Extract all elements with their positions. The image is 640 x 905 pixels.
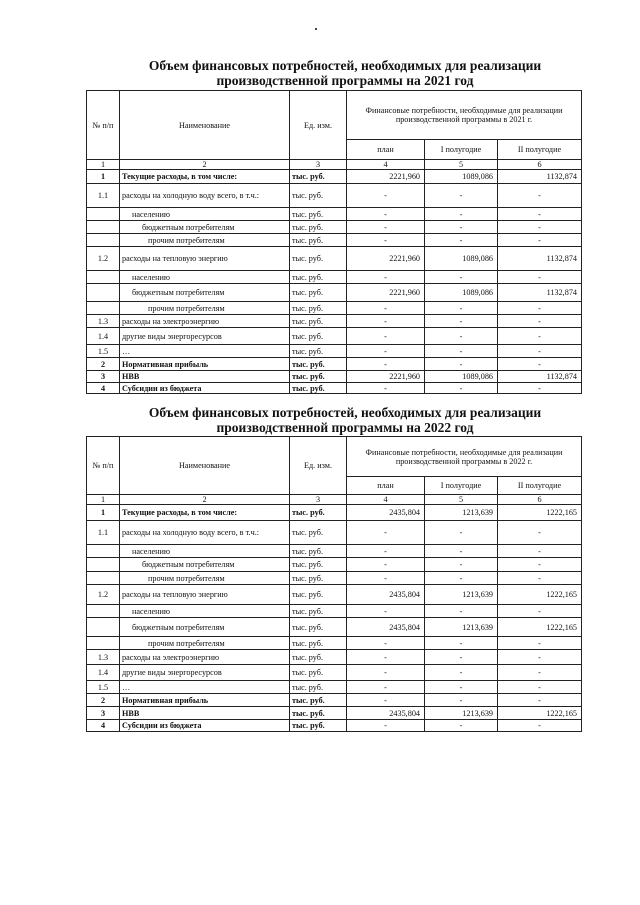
row-plan: - <box>347 221 425 234</box>
row-name: … <box>120 681 290 694</box>
row-h1: - <box>425 650 498 665</box>
row-name: расходы на холодную воду всего, в т.ч.: <box>120 521 290 545</box>
row-h1: - <box>425 358 498 371</box>
row-h1: - <box>425 345 498 358</box>
row-name: Субсидии из бюджета <box>120 720 290 732</box>
row-number <box>87 302 120 315</box>
row-h1: - <box>425 184 498 208</box>
column-index-cell: 3 <box>290 495 347 505</box>
row-plan: 2435,804 <box>347 707 425 720</box>
row-h2: - <box>498 558 582 572</box>
row-unit: тыс. руб. <box>290 637 347 650</box>
table-row <box>87 605 582 618</box>
row-h1: - <box>425 383 498 394</box>
row-plan: - <box>347 558 425 572</box>
row-name: населению <box>120 605 290 618</box>
table-row <box>87 383 582 394</box>
row-number <box>87 637 120 650</box>
row-plan: - <box>347 637 425 650</box>
row-unit: тыс. руб. <box>290 208 347 221</box>
table-row <box>87 234 582 247</box>
row-name: Текущие расходы, в том числе: <box>120 505 290 521</box>
row-unit: тыс. руб. <box>290 170 347 184</box>
row-number: 4 <box>87 720 120 732</box>
row-h2: 1222,165 <box>498 585 582 605</box>
row-h2: - <box>498 545 582 558</box>
table-row <box>87 271 582 284</box>
row-plan: - <box>347 383 425 394</box>
row-h2: 1132,874 <box>498 247 582 271</box>
row-number: 4 <box>87 383 120 394</box>
table-row <box>87 345 582 358</box>
row-plan: 2435,804 <box>347 618 425 637</box>
row-name: другие виды энергоресурсов <box>120 328 290 345</box>
row-h2: - <box>498 521 582 545</box>
header-row <box>87 437 582 477</box>
header-h1: I полугодие <box>425 477 498 495</box>
row-unit: тыс. руб. <box>290 605 347 618</box>
column-index-cell: 2 <box>120 160 290 170</box>
row-number <box>87 221 120 234</box>
row-number: 1.3 <box>87 315 120 328</box>
table-row <box>87 521 582 545</box>
row-number <box>87 558 120 572</box>
table-row <box>87 184 582 208</box>
table-row <box>87 505 582 521</box>
row-name: расходы на тепловую энергию <box>120 247 290 271</box>
column-index-row <box>87 495 582 505</box>
row-unit: тыс. руб. <box>290 545 347 558</box>
header-h2: II полугодие <box>498 477 582 495</box>
row-number: 3 <box>87 707 120 720</box>
row-h1: 1213,639 <box>425 505 498 521</box>
row-h2: - <box>498 665 582 681</box>
row-h1: 1213,639 <box>425 585 498 605</box>
section-title-2021 <box>95 58 595 88</box>
column-index-cell: 4 <box>347 495 425 505</box>
row-unit: тыс. руб. <box>290 302 347 315</box>
row-h1: 1089,086 <box>425 170 498 184</box>
column-index-row <box>87 160 582 170</box>
table-row <box>87 545 582 558</box>
row-name: бюджетным потребителям <box>120 618 290 637</box>
row-name: бюджетным потребителям <box>120 284 290 302</box>
row-number: 1.2 <box>87 585 120 605</box>
row-unit: тыс. руб. <box>290 558 347 572</box>
row-number <box>87 572 120 585</box>
row-plan: - <box>347 184 425 208</box>
row-name: бюджетным потребителям <box>120 558 290 572</box>
row-name: прочим потребителям <box>120 637 290 650</box>
row-plan: 2435,804 <box>347 585 425 605</box>
row-plan: - <box>347 271 425 284</box>
row-number: 1.4 <box>87 328 120 345</box>
row-plan: - <box>347 650 425 665</box>
row-plan: - <box>347 234 425 247</box>
row-number <box>87 545 120 558</box>
row-h2: - <box>498 605 582 618</box>
row-plan: - <box>347 328 425 345</box>
row-name: НВВ <box>120 371 290 383</box>
header-unit: Ед. изм. <box>290 91 347 160</box>
header-row <box>87 91 582 140</box>
title-line-2: производственной программы на 2021 год <box>216 73 474 88</box>
row-h1: - <box>425 315 498 328</box>
row-plan: - <box>347 545 425 558</box>
row-number: 1 <box>87 505 120 521</box>
row-unit: тыс. руб. <box>290 371 347 383</box>
table-row <box>87 558 582 572</box>
finance-table-2022 <box>86 436 582 732</box>
row-number: 2 <box>87 694 120 707</box>
finance-table-2021 <box>86 90 582 394</box>
row-h1: 1089,086 <box>425 247 498 271</box>
title-line-1: Объем финансовых потребностей, необходимых для реализации <box>148 405 542 420</box>
row-name: расходы на тепловую энергию <box>120 585 290 605</box>
table-row <box>87 681 582 694</box>
row-number: 2 <box>87 358 120 371</box>
header-group: Финансовые потребности, необходимые для реализации производственной программы в 2022 г. <box>347 437 582 477</box>
row-unit: тыс. руб. <box>290 271 347 284</box>
row-h2: - <box>498 271 582 284</box>
row-number <box>87 605 120 618</box>
row-unit: тыс. руб. <box>290 234 347 247</box>
row-name: бюджетным потребителям <box>120 221 290 234</box>
table-row <box>87 637 582 650</box>
row-name: прочим потребителям <box>120 234 290 247</box>
row-number <box>87 208 120 221</box>
row-h1: 1089,086 <box>425 284 498 302</box>
row-name: НВВ <box>120 707 290 720</box>
row-unit: тыс. руб. <box>290 315 347 328</box>
row-h1: 1213,639 <box>425 707 498 720</box>
row-unit: тыс. руб. <box>290 521 347 545</box>
row-h1: - <box>425 572 498 585</box>
row-h2: - <box>498 572 582 585</box>
row-h1: - <box>425 271 498 284</box>
row-plan: - <box>347 694 425 707</box>
row-h2: - <box>498 637 582 650</box>
header-name: Наименование <box>120 437 290 495</box>
table-row <box>87 707 582 720</box>
row-h1: - <box>425 302 498 315</box>
row-name: прочим потребителям <box>120 572 290 585</box>
column-index-cell: 1 <box>87 495 120 505</box>
row-plan: - <box>347 605 425 618</box>
row-h2: - <box>498 681 582 694</box>
row-plan: 2221,960 <box>347 247 425 271</box>
table-row <box>87 284 582 302</box>
column-index-cell: 6 <box>498 160 582 170</box>
row-unit: тыс. руб. <box>290 650 347 665</box>
header-num: № п/п <box>87 91 120 160</box>
row-number: 1.4 <box>87 665 120 681</box>
row-h1: 1213,639 <box>425 618 498 637</box>
row-h2: - <box>498 358 582 371</box>
row-unit: тыс. руб. <box>290 358 347 371</box>
column-index-cell: 5 <box>425 160 498 170</box>
row-plan: 2435,804 <box>347 505 425 521</box>
row-h2: - <box>498 208 582 221</box>
row-number: 1.1 <box>87 184 120 208</box>
header-h1: I полугодие <box>425 140 498 160</box>
table-row <box>87 694 582 707</box>
row-number <box>87 234 120 247</box>
row-unit: тыс. руб. <box>290 284 347 302</box>
row-unit: тыс. руб. <box>290 247 347 271</box>
row-name: другие виды энергоресурсов <box>120 665 290 681</box>
row-plan: 2221,960 <box>347 284 425 302</box>
title-line-1: Объем финансовых потребностей, необходимых для реализации <box>148 58 542 73</box>
row-name: Нормативная прибыль <box>120 694 290 707</box>
row-name: расходы на электроэнергию <box>120 315 290 328</box>
row-h1: - <box>425 720 498 732</box>
row-number <box>87 284 120 302</box>
row-number: 1.2 <box>87 247 120 271</box>
row-number <box>87 271 120 284</box>
row-number: 1.5 <box>87 345 120 358</box>
row-name: Нормативная прибыль <box>120 358 290 371</box>
row-h2: 1222,165 <box>498 707 582 720</box>
row-name: населению <box>120 208 290 221</box>
row-unit: тыс. руб. <box>290 707 347 720</box>
row-h1: - <box>425 558 498 572</box>
row-h1: - <box>425 545 498 558</box>
row-h2: 1222,165 <box>498 618 582 637</box>
row-number: 1.1 <box>87 521 120 545</box>
row-unit: тыс. руб. <box>290 681 347 694</box>
column-index-cell: 2 <box>120 495 290 505</box>
header-h2: II полугодие <box>498 140 582 160</box>
row-unit: тыс. руб. <box>290 665 347 681</box>
table-row <box>87 328 582 345</box>
row-plan: 2221,960 <box>347 371 425 383</box>
row-name: прочим потребителям <box>120 302 290 315</box>
row-name: расходы на холодную воду всего, в т.ч.: <box>120 184 290 208</box>
table-row <box>87 665 582 681</box>
title-line-2: производственной программы на 2022 год <box>216 420 474 435</box>
row-h2: - <box>498 345 582 358</box>
row-h1: - <box>425 328 498 345</box>
row-h1: - <box>425 521 498 545</box>
row-plan: - <box>347 302 425 315</box>
row-plan: - <box>347 665 425 681</box>
header-num: № п/п <box>87 437 120 495</box>
column-index-cell: 4 <box>347 160 425 170</box>
header-name: Наименование <box>120 91 290 160</box>
row-unit: тыс. руб. <box>290 345 347 358</box>
column-index-cell: 1 <box>87 160 120 170</box>
row-h1: - <box>425 605 498 618</box>
table-row <box>87 170 582 184</box>
row-h1: - <box>425 681 498 694</box>
table-row <box>87 247 582 271</box>
row-number: 1.5 <box>87 681 120 694</box>
row-plan: - <box>347 521 425 545</box>
row-unit: тыс. руб. <box>290 328 347 345</box>
row-plan: - <box>347 358 425 371</box>
row-h2: - <box>498 221 582 234</box>
row-h2: - <box>498 315 582 328</box>
row-unit: тыс. руб. <box>290 221 347 234</box>
row-plan: - <box>347 208 425 221</box>
row-unit: тыс. руб. <box>290 618 347 637</box>
row-h2: - <box>498 328 582 345</box>
header-plan: план <box>347 140 425 160</box>
row-name: населению <box>120 271 290 284</box>
row-plan: - <box>347 681 425 694</box>
row-h2: - <box>498 383 582 394</box>
section-title-2022 <box>95 405 595 435</box>
row-h1: - <box>425 221 498 234</box>
row-h2: - <box>498 234 582 247</box>
row-unit: тыс. руб. <box>290 720 347 732</box>
row-h2: - <box>498 184 582 208</box>
row-h2: - <box>498 694 582 707</box>
table-row <box>87 371 582 383</box>
header-plan: план <box>347 477 425 495</box>
row-h2: 1222,165 <box>498 505 582 521</box>
row-h1: - <box>425 665 498 681</box>
table-row <box>87 585 582 605</box>
row-name: Субсидии из бюджета <box>120 383 290 394</box>
column-index-cell: 6 <box>498 495 582 505</box>
row-h1: - <box>425 637 498 650</box>
table-row <box>87 618 582 637</box>
row-name: Текущие расходы, в том числе: <box>120 170 290 184</box>
row-h2: 1132,874 <box>498 170 582 184</box>
header-unit: Ед. изм. <box>290 437 347 495</box>
row-plan: - <box>347 315 425 328</box>
row-h2: 1132,874 <box>498 371 582 383</box>
column-index-cell: 5 <box>425 495 498 505</box>
row-h2: - <box>498 302 582 315</box>
row-number: 1 <box>87 170 120 184</box>
row-h1: - <box>425 234 498 247</box>
table-row <box>87 720 582 732</box>
row-number: 3 <box>87 371 120 383</box>
row-h2: - <box>498 650 582 665</box>
row-unit: тыс. руб. <box>290 585 347 605</box>
row-name: … <box>120 345 290 358</box>
table-row <box>87 358 582 371</box>
row-h1: - <box>425 208 498 221</box>
row-h1: - <box>425 694 498 707</box>
table-row <box>87 315 582 328</box>
row-plan: 2221,960 <box>347 170 425 184</box>
row-unit: тыс. руб. <box>290 505 347 521</box>
row-name: населению <box>120 545 290 558</box>
row-unit: тыс. руб. <box>290 694 347 707</box>
table-row <box>87 650 582 665</box>
table-row <box>87 572 582 585</box>
row-unit: тыс. руб. <box>290 184 347 208</box>
table-row <box>87 302 582 315</box>
row-name: расходы на электроэнергию <box>120 650 290 665</box>
header-group: Финансовые потребности, необходимые для реализации производственной программы в 2021 г. <box>347 91 582 140</box>
row-plan: - <box>347 572 425 585</box>
row-plan: - <box>347 720 425 732</box>
scan-speck <box>315 28 317 30</box>
row-unit: тыс. руб. <box>290 383 347 394</box>
row-h1: 1089,086 <box>425 371 498 383</box>
column-index-cell: 3 <box>290 160 347 170</box>
table-row <box>87 221 582 234</box>
row-number: 1.3 <box>87 650 120 665</box>
table-row <box>87 208 582 221</box>
row-number <box>87 618 120 637</box>
row-h2: 1132,874 <box>498 284 582 302</box>
row-plan: - <box>347 345 425 358</box>
row-unit: тыс. руб. <box>290 572 347 585</box>
row-h2: - <box>498 720 582 732</box>
